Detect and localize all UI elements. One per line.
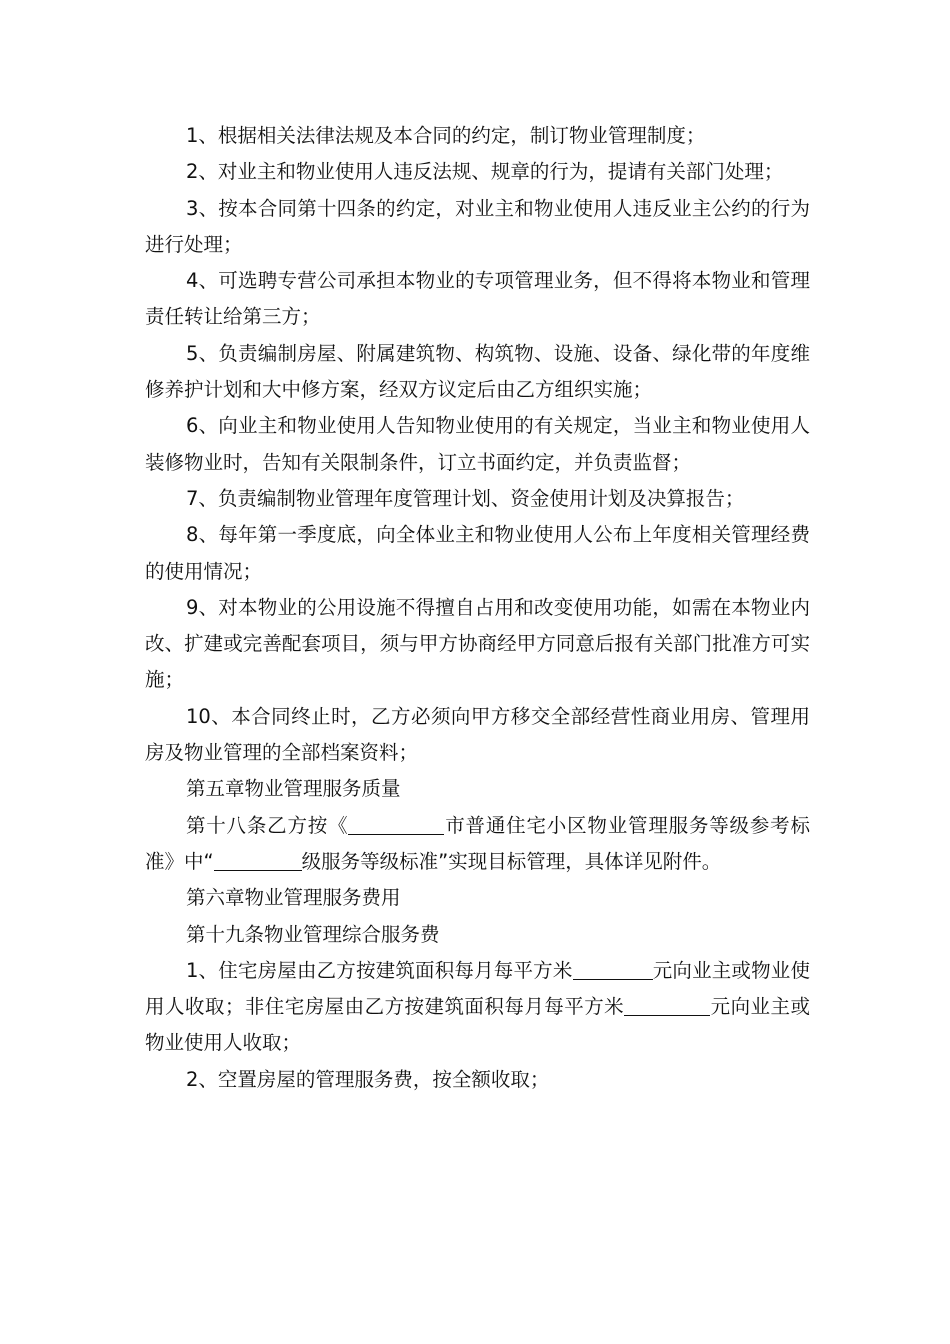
paragraph-10: 10、本合同终止时，乙方必须向甲方移交全部经营性商业用房、管理用房及物业管理的全部档案资料； bbox=[145, 704, 810, 765]
fill-in-blank bbox=[214, 850, 302, 871]
paragraph-6: 6、向业主和物业使用人告知物业使用的有关规定，当业主和物业使用人装修物业时，告知有关限制条件，订立书面约定，并负责监督； bbox=[145, 414, 810, 474]
paragraph-4: 4、可选聘专营公司承担本物业的专项管理业务，但不得将本物业和管理责任转让给第三方； bbox=[145, 269, 810, 329]
paragraph-9: 9、对本物业的公用设施不得擅自占用和改变使用功能，如需在本物业内改、扩建或完善配套项目，须与甲方协商经甲方同意后报有关部门批准方可实施； bbox=[145, 595, 810, 692]
fill-in-blank bbox=[573, 959, 653, 980]
paragraph-1: 1、根据相关法律法规及本合同的约定，制订物业管理制度； bbox=[185, 124, 706, 147]
paragraph-8: 8、每年第一季度底，向全体业主和物业使用人公布上年度相关管理经费的使用情况； bbox=[145, 523, 810, 583]
article-18-part-3: 级服务等级标准”实现目标管理，具体详见附件。 bbox=[301, 849, 722, 873]
article-18-part-1: 第十八条乙方按《 bbox=[185, 813, 349, 837]
fee-clause-1-part-1: 1、住宅房屋由乙方按建筑面积每月每平方米 bbox=[185, 958, 573, 982]
fill-in-blank bbox=[348, 814, 444, 835]
paragraph-3: 3、按本合同第十四条的约定，对业主和物业使用人违反业主公约的行为进行处理； bbox=[145, 196, 810, 256]
paragraph-5: 5、负责编制房屋、附属建筑物、构筑物、设施、设备、绿化带的年度维修养护计划和大中修方案，经双方议定后由乙方组织实施； bbox=[145, 341, 810, 402]
fee-clause-2: 2、空置房屋的管理服务费，按全额收取； bbox=[185, 1067, 550, 1091]
fill-in-blank bbox=[624, 996, 710, 1017]
article-18 bbox=[145, 808, 810, 881]
article-19-heading: 第十九条物业管理综合服务费 bbox=[185, 922, 440, 946]
chapter-6-heading: 第六章物业管理服务费用 bbox=[185, 886, 401, 910]
article-18-part-2: 市普通住宅小区物业管理服务等级参考标准》中“ bbox=[145, 813, 810, 873]
fee-clause-1-part-3: 元向业主或物业使用人收取； bbox=[145, 995, 810, 1055]
chapter-5-heading: 第五章物业管理服务质量 bbox=[185, 777, 401, 801]
paragraph-7: 7、负责编制物业管理年度管理计划、资金使用计划及决算报告； bbox=[185, 486, 745, 510]
document-body bbox=[145, 118, 810, 1098]
paragraph-2: 2、对业主和物业使用人违反法规、规章的行为，提请有关部门处理； bbox=[185, 160, 784, 184]
fee-clause-1-part-2: 元向业主或物业使用人收取；非住宅房屋由乙方按建筑面积每月每平方米 bbox=[145, 958, 810, 1019]
fee-clause-1 bbox=[145, 953, 810, 1062]
